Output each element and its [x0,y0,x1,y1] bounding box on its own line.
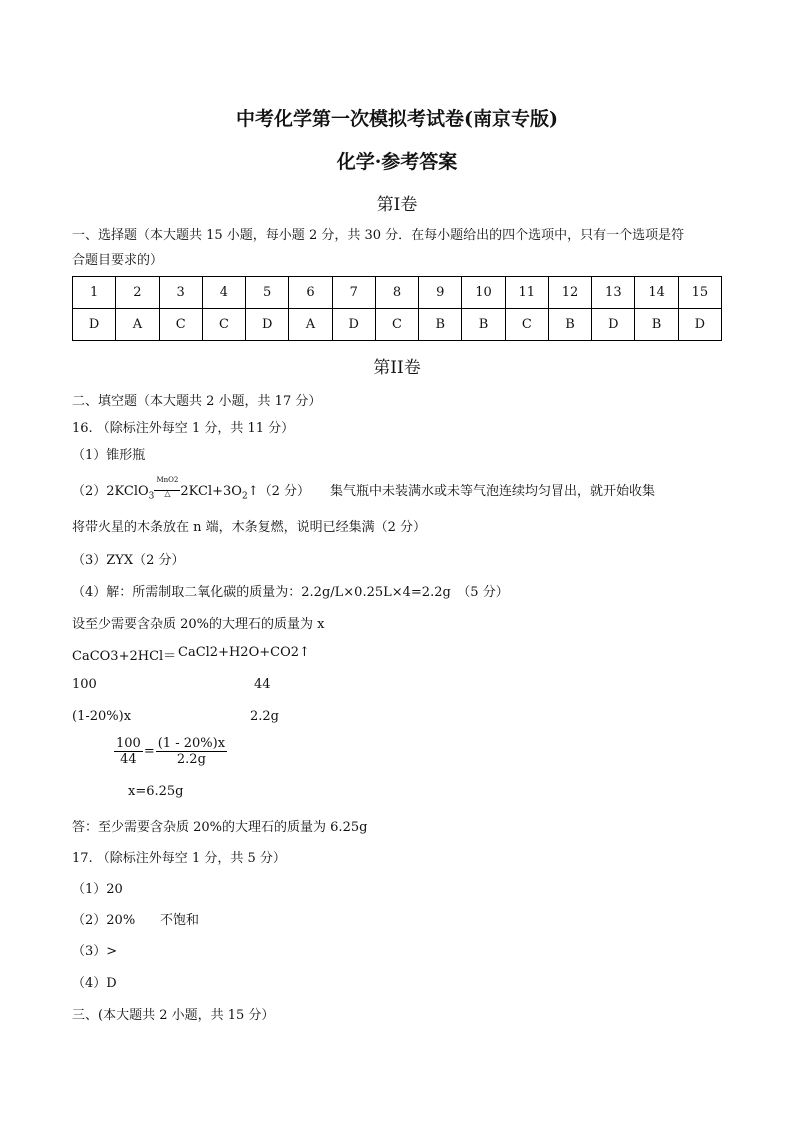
section1-instructions-line1: 一、选择题（本大题共 15 小题，每小题 2 分，共 30 分．在每小题给出的四个选项中，只有一个选项是符 [72,228,685,243]
answer-table [72,276,722,341]
table-cell: B [462,309,505,341]
section1-instructions-line2: 合题目要求的） [72,253,164,268]
q17-answer-3: （3）> [72,944,118,959]
catalyst-label: MnO2 [156,475,179,484]
q16-answer-1: （1）锥形瓶 [72,448,146,463]
fraction-numerator: 100 [116,736,141,751]
table-cell: 5 [246,277,289,309]
table-cell: D [246,309,289,341]
q17-heading: 17. （除标注外每空 1 分，共 5 分） [72,851,286,866]
table-cell: C [159,309,202,341]
table-cell: 13 [592,277,635,309]
ratio-value-a: 100 [72,677,97,692]
answer-table-number-row [73,277,722,309]
table-cell: B [548,309,591,341]
table-cell: 9 [419,277,462,309]
subscript: 3 [148,491,155,502]
table-cell: 10 [462,277,505,309]
table-cell: C [202,309,245,341]
q17-answer-2b: 不饱和 [160,913,200,928]
table-cell: C [375,309,418,341]
q16-answer-2-tail: 集气瓶中未装满水或未等气泡连续均匀冒出，就开始收集 [330,484,656,499]
table-cell: 7 [332,277,375,309]
table-cell: C [505,309,548,341]
table-cell: 2 [116,277,159,309]
q16-heading: 16. （除标注外每空 1 分，共 11 分） [72,421,295,436]
table-cell: D [678,309,721,341]
table-cell: 12 [548,277,591,309]
fraction-denominator: 2.2g [176,752,206,767]
ratio-value-b: 44 [254,677,271,692]
page-subtitle: 化学·参考答案 [336,151,458,173]
fraction-denominator: 44 [120,752,137,767]
q17-answer-4: （4）D [72,976,117,991]
fraction-numerator: (1 - 20%)x [157,736,226,751]
table-cell: 4 [202,277,245,309]
part1-heading: 第Ⅰ卷 [376,195,418,215]
q16-a2-reactant: （2）2KClO [72,484,149,499]
table-cell: 3 [159,277,202,309]
q16-answer-2 [72,475,310,502]
q17-answer-2: （2）20% [72,913,136,928]
q16-answer-2-continued: 将带火星的木条放在 n 端，木条复燃，说明已经集满（2 分） [72,520,427,535]
table-cell: D [332,309,375,341]
chemical-equation-right: CaCl2+H2O+CO2↑ [178,645,310,660]
unknown-value-b: 2.2g [250,709,279,724]
q16-answer-4: （4）解：所需制取二氧化碳的质量为：2.2g/L×0.25L×4=2.2g （5 分） [72,585,509,600]
subscript: 2 [241,491,248,502]
chemical-equation-left: CaCO3+2HCl＝ [72,649,177,664]
q16-final-answer: 答：至少需要含杂质 20%的大理石的质量为 6.25g [72,820,368,835]
proportion-equation [114,736,227,767]
table-cell: 14 [635,277,678,309]
table-cell: D [73,309,116,341]
table-cell: 1 [73,277,116,309]
fraction-right [156,736,227,767]
table-cell: D [592,309,635,341]
section3-heading: 三、(本大题共 2 小题，共 15 分） [72,1008,275,1023]
table-cell: B [635,309,678,341]
table-cell: 8 [375,277,418,309]
fraction-left [114,736,143,767]
q16-answer-3: （3）ZYX（2 分） [72,553,185,568]
equals-sign: = [143,744,155,759]
section2-heading: 二、填空题（本大题共 2 小题，共 17 分） [72,394,322,409]
q16-a2-products: 2KCl+3O [180,484,242,499]
table-cell: A [116,309,159,341]
reaction-condition [154,475,180,498]
table-cell: A [289,309,332,341]
table-cell: 11 [505,277,548,309]
table-cell: B [419,309,462,341]
heat-symbol: △ [164,488,171,498]
part2-heading: 第II卷 [373,358,421,378]
q16-result: x=6.25g [128,784,184,799]
page-title: 中考化学第一次模拟考试卷(南京专版) [236,108,558,130]
answer-table-answer-row [73,309,722,341]
table-cell: 15 [678,277,721,309]
unknown-value-a: (1-20%)x [72,709,132,724]
table-cell: 6 [289,277,332,309]
q16-let-statement: 设至少需要含杂质 20%的大理石的质量为 x [72,617,325,632]
q17-answer-1: （1）20 [72,882,123,897]
q16-a2-points: ↑（2 分） [247,484,310,499]
